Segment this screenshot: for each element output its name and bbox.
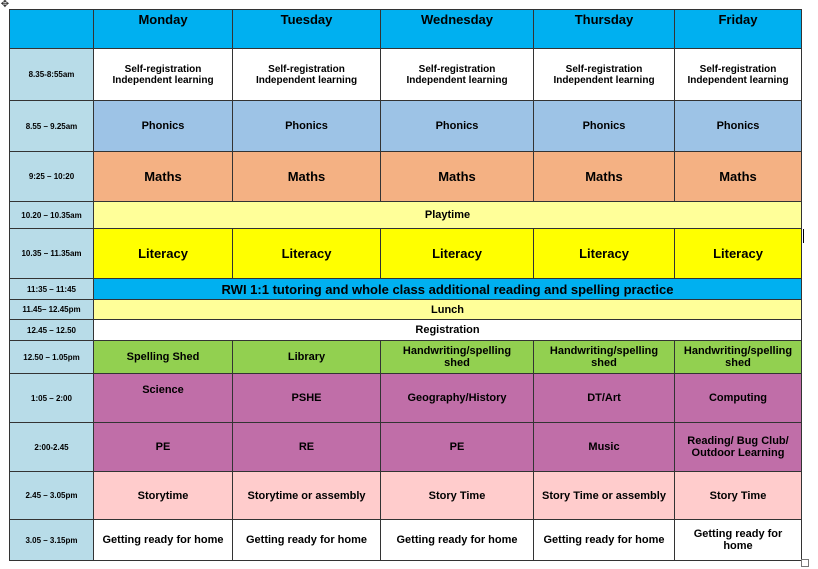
lesson-line: Handwriting/spelling bbox=[683, 345, 793, 357]
lesson-line: Getting ready for bbox=[693, 528, 783, 540]
table-row bbox=[10, 49, 802, 101]
whole-day-cell: Lunch bbox=[94, 300, 802, 320]
lesson-cell: Library bbox=[233, 341, 381, 374]
lesson-cell: Story Time or assembly bbox=[534, 472, 675, 520]
lesson-cell: Maths bbox=[94, 152, 233, 202]
time-slot: 12.45 – 12.50 bbox=[10, 320, 94, 341]
table-row bbox=[10, 341, 802, 374]
lesson-line: Independent learning bbox=[687, 74, 789, 86]
lesson-cell bbox=[94, 49, 233, 101]
lesson-line: Self-registration bbox=[268, 63, 345, 75]
lesson-cell: Literacy bbox=[381, 229, 534, 279]
lesson-cell: Phonics bbox=[233, 101, 381, 152]
time-slot: 9:25 – 10:20 bbox=[10, 152, 94, 202]
lesson-line: Handwriting/spelling bbox=[402, 345, 512, 357]
time-slot: 8.55 – 9.25am bbox=[10, 101, 94, 152]
lesson-cell: Phonics bbox=[534, 101, 675, 152]
lesson-cell: Story Time bbox=[381, 472, 534, 520]
lesson-line: Reading/ Bug Club/ bbox=[687, 435, 789, 447]
lesson-cell: Story Time bbox=[675, 472, 802, 520]
lesson-cell: Geography/History bbox=[381, 374, 534, 423]
lesson-cell: Music bbox=[534, 423, 675, 472]
header-row bbox=[10, 10, 802, 49]
lesson-cell: Getting ready for home bbox=[233, 520, 381, 561]
lesson-cell: Getting ready for home bbox=[534, 520, 675, 561]
time-slot: 12.50 – 1.05pm bbox=[10, 341, 94, 374]
lesson-cell: Phonics bbox=[381, 101, 534, 152]
lesson-line: Independent learning bbox=[553, 74, 655, 86]
day-header-thursday: Thursday bbox=[534, 10, 675, 49]
day-header-friday: Friday bbox=[675, 10, 802, 49]
lesson-cell bbox=[675, 520, 802, 561]
table-row bbox=[10, 300, 802, 320]
table-row bbox=[10, 423, 802, 472]
lesson-cell: PSHE bbox=[233, 374, 381, 423]
lesson-line: Self-registration bbox=[699, 63, 777, 75]
day-header-tuesday: Tuesday bbox=[233, 10, 381, 49]
lesson-line: Independent learning bbox=[112, 74, 214, 86]
time-slot: 10.35 – 11.35am bbox=[10, 229, 94, 279]
lesson-line: Independent learning bbox=[255, 74, 358, 86]
lesson-cell: Storytime bbox=[94, 472, 233, 520]
time-slot: 3.05 – 3.15pm bbox=[10, 520, 94, 561]
time-slot: 10.20 – 10.35am bbox=[10, 202, 94, 229]
table-row bbox=[10, 101, 802, 152]
lesson-cell: Literacy bbox=[233, 229, 381, 279]
lesson-cell bbox=[675, 341, 802, 374]
lesson-cell bbox=[534, 49, 675, 101]
time-slot: 2.45 – 3.05pm bbox=[10, 472, 94, 520]
header-corner bbox=[10, 10, 94, 49]
lesson-line: shed bbox=[725, 357, 751, 369]
lesson-cell: Maths bbox=[381, 152, 534, 202]
time-slot: 1:05 – 2:00 bbox=[10, 374, 94, 423]
lesson-line: Self-registration bbox=[124, 63, 202, 75]
lesson-line: shed bbox=[444, 357, 470, 369]
lesson-cell bbox=[381, 49, 534, 101]
lesson-cell bbox=[381, 341, 534, 374]
table-row bbox=[10, 229, 802, 279]
time-slot: 2:00-2.45 bbox=[10, 423, 94, 472]
lesson-cell: Phonics bbox=[675, 101, 802, 152]
lesson-cell: Literacy bbox=[94, 229, 233, 279]
lesson-cell: Maths bbox=[675, 152, 802, 202]
lesson-cell: Science bbox=[94, 374, 233, 423]
time-slot: 8.35-8:55am bbox=[10, 49, 94, 101]
lesson-cell bbox=[675, 423, 802, 472]
lesson-line: Outdoor Learning bbox=[691, 447, 785, 459]
lesson-cell: Maths bbox=[534, 152, 675, 202]
lesson-cell: Getting ready for home bbox=[381, 520, 534, 561]
table-row bbox=[10, 152, 802, 202]
day-header-monday: Monday bbox=[94, 10, 233, 49]
lesson-cell: Maths bbox=[233, 152, 381, 202]
table-row bbox=[10, 279, 802, 300]
lesson-cell: Getting ready for home bbox=[94, 520, 233, 561]
lesson-cell: PE bbox=[381, 423, 534, 472]
lesson-cell: Spelling Shed bbox=[94, 341, 233, 374]
lesson-line: Independent learning bbox=[406, 74, 508, 86]
table-row bbox=[10, 520, 802, 561]
lesson-line: shed bbox=[591, 357, 617, 369]
table-move-handle-icon[interactable]: ✥ bbox=[0, 0, 10, 10]
lesson-cell: RE bbox=[233, 423, 381, 472]
whole-day-cell: Playtime bbox=[94, 202, 802, 229]
lesson-line: Handwriting/spelling bbox=[549, 345, 659, 357]
whole-day-cell: Registration bbox=[94, 320, 802, 341]
lesson-cell: Literacy bbox=[675, 229, 802, 279]
lesson-cell: Literacy bbox=[534, 229, 675, 279]
whole-day-cell: RWI 1:1 tutoring and whole class additional reading and spelling practice bbox=[94, 279, 802, 300]
lesson-cell: DT/Art bbox=[534, 374, 675, 423]
lesson-line: Self-registration bbox=[565, 63, 643, 75]
table-row bbox=[10, 320, 802, 341]
lesson-cell bbox=[534, 341, 675, 374]
lesson-line: Self-registration bbox=[418, 63, 496, 75]
timetable bbox=[9, 9, 802, 561]
lesson-cell bbox=[233, 49, 381, 101]
time-slot: 11.45– 12.45pm bbox=[10, 300, 94, 320]
lesson-cell: Phonics bbox=[94, 101, 233, 152]
lesson-line: home bbox=[723, 540, 753, 552]
table-row bbox=[10, 472, 802, 520]
time-slot: 11:35 – 11:45 bbox=[10, 279, 94, 300]
lesson-cell: PE bbox=[94, 423, 233, 472]
lesson-cell: Computing bbox=[675, 374, 802, 423]
lesson-cell: Storytime or assembly bbox=[233, 472, 381, 520]
day-header-wednesday: Wednesday bbox=[381, 10, 534, 49]
table-row bbox=[10, 374, 802, 423]
text-cursor bbox=[803, 229, 804, 243]
table-row bbox=[10, 202, 802, 229]
table-resize-handle-icon[interactable] bbox=[801, 559, 809, 567]
lesson-cell bbox=[675, 49, 802, 101]
